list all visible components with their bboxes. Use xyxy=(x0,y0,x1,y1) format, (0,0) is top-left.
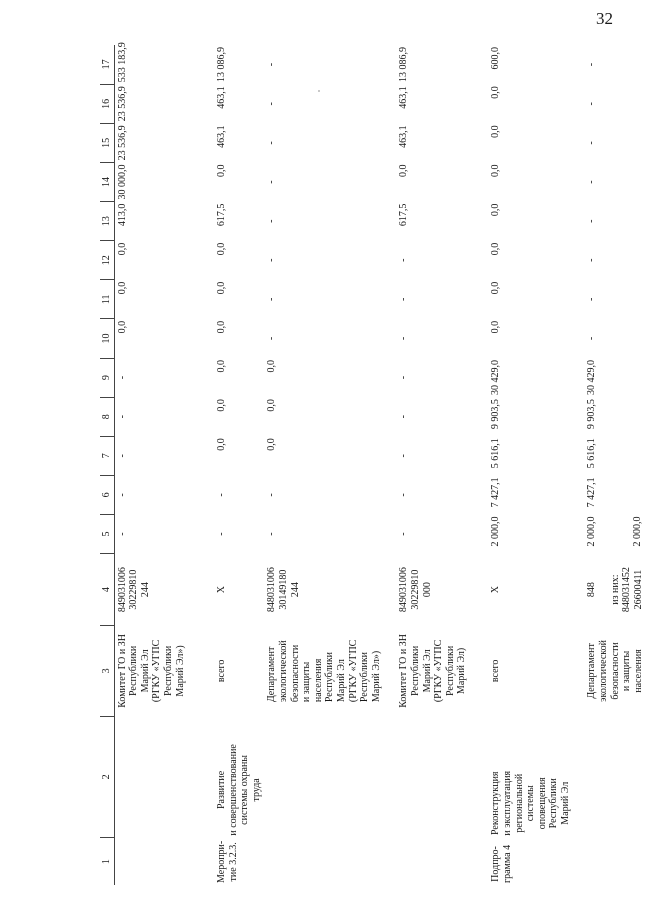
col-header-15: 15 xyxy=(100,123,114,162)
value-cell-col-15 xyxy=(584,123,654,162)
value-text: 600,0 xyxy=(490,47,502,70)
value-cell-col-9 xyxy=(584,358,654,397)
value-text: 30 429,0 xyxy=(490,360,502,396)
executor-cell-line: Марий Эл xyxy=(336,659,348,703)
value-text: - xyxy=(116,454,128,458)
value-text: 617,5 xyxy=(398,203,410,227)
executor-cell-line: населения xyxy=(632,649,644,693)
value-text: 463,1 xyxy=(216,125,228,148)
value-text: - xyxy=(586,102,598,106)
value-text: - xyxy=(398,336,410,341)
value-text: 463,1 xyxy=(398,86,410,109)
value-cell-col-6 xyxy=(114,475,214,514)
event-name-cell xyxy=(488,716,584,837)
value-cell-col-7 xyxy=(114,436,214,475)
executor-cell-line: Марий Эл) xyxy=(456,647,468,695)
value-cell-col-7 xyxy=(264,436,396,475)
budget-code-cell-line: 30229810 xyxy=(128,569,140,610)
col-header-7: 7 xyxy=(100,436,114,475)
executor-cell-line: Республики xyxy=(162,645,174,696)
col-header-14: 14 xyxy=(100,162,114,201)
table-row xyxy=(584,45,654,885)
value-text: - xyxy=(586,258,598,262)
table-row xyxy=(488,45,584,885)
event-name-cell-line: оповещения xyxy=(536,777,548,830)
value-text: 0,0 xyxy=(266,360,278,373)
col-header-4: 4 xyxy=(100,554,114,626)
value-cell-col-12 xyxy=(114,241,214,280)
table-row xyxy=(114,45,214,885)
value-cell-col-5 xyxy=(114,514,214,553)
value-text: 0,0 xyxy=(216,320,228,334)
value-cell-col-12 xyxy=(214,241,264,280)
col-header-16: 16 xyxy=(100,84,114,123)
value-cell-col-10 xyxy=(214,319,264,358)
value-text: - xyxy=(266,532,278,536)
executor-cell-line: безопасности xyxy=(609,642,621,700)
executor-cell-line: Департамент xyxy=(266,646,278,703)
value-text: - xyxy=(398,454,410,458)
budget-code-cell-line: 30229810 xyxy=(410,569,422,610)
budget-code-cell xyxy=(114,554,214,626)
value-cell-col-13 xyxy=(584,202,654,241)
value-cell-col-14 xyxy=(114,162,214,201)
executor-cell-line: безопасности xyxy=(289,644,301,703)
value-text: 9 903,5 xyxy=(490,399,502,430)
value-text: 463,1 xyxy=(216,86,228,109)
value-cell-col-8 xyxy=(488,397,584,436)
executor-cell-line: Республики xyxy=(410,645,422,696)
value-text: 0,0 xyxy=(216,242,228,256)
value-cell-col-17 xyxy=(114,42,214,84)
event-name-cell-line: Марий Эл xyxy=(560,781,572,825)
event-name-cell-line: и совершенствование xyxy=(227,744,239,836)
budget-table-rotated xyxy=(100,42,644,885)
value-cell-col-9 xyxy=(264,358,396,397)
budget-code-cell-line: из них: xyxy=(609,574,621,605)
value-cell-col-12 xyxy=(488,241,584,280)
event-name-cell-line: и эксплуатация xyxy=(502,770,514,836)
event-name-cell-line: Реконструкция xyxy=(490,771,502,836)
value-text: 0,0 xyxy=(266,438,278,451)
value-text: 5 616,1 xyxy=(490,438,502,469)
col-header-11: 11 xyxy=(100,280,114,319)
executor-cell-line: Марий Эл xyxy=(421,649,433,693)
value-cell-col-10 xyxy=(264,319,396,358)
value-text: - xyxy=(586,180,598,184)
budget-code-cell-line: 26600411 xyxy=(632,569,644,610)
value-cell-col-16 xyxy=(114,84,214,123)
value-text: 13 086,9 xyxy=(398,47,410,82)
budget-code-cell-line: 30149180 xyxy=(278,569,290,610)
budget-code-cell-line: 244 xyxy=(139,582,151,598)
value-text: 533 183,9 xyxy=(116,42,128,83)
value-text: 7 427,1 xyxy=(586,477,598,508)
value-cell-col-8 xyxy=(396,397,488,436)
value-cell-col-6 xyxy=(396,475,488,514)
value-text: - xyxy=(266,258,278,262)
executor-cell-line: экологической xyxy=(278,640,290,703)
value-text: 0,0 xyxy=(116,281,128,295)
executor-cell-line: Республики xyxy=(324,651,336,703)
executor-cell xyxy=(488,626,584,717)
budget-code-cell-line: Х xyxy=(490,585,502,594)
value-text: 0,0 xyxy=(490,164,502,177)
value-text: 5 616,1 xyxy=(586,438,598,469)
value-text: 463,1 xyxy=(398,125,410,148)
page-number: 32 xyxy=(596,9,613,28)
value-text: 0,0 xyxy=(216,360,228,373)
value-cell-col-5 xyxy=(264,514,396,553)
value-cell-col-9 xyxy=(488,358,584,397)
value-cell-col-16 xyxy=(214,84,264,123)
budget-code-cell-line xyxy=(598,567,610,612)
value-text: - xyxy=(398,493,410,497)
value-text: - xyxy=(586,62,598,67)
budget-code-cell xyxy=(488,554,584,626)
value-cell-col-11 xyxy=(396,280,488,319)
value-text: - xyxy=(116,532,128,536)
budget-code-cell-line: 849031006 xyxy=(398,567,410,613)
executor-cell-line: экологической xyxy=(598,640,610,702)
value-text: - xyxy=(398,532,410,536)
event-name-cell-line: системы xyxy=(525,785,537,822)
value-text: 0,0 xyxy=(216,281,228,295)
col-header-6: 6 xyxy=(100,475,114,514)
col-header-5: 5 xyxy=(100,514,114,553)
value-text: 2 000,0 xyxy=(586,516,598,547)
event-code-cell-line: Подпро- xyxy=(490,846,502,882)
value-cell-col-14 xyxy=(584,162,654,201)
value-cell-col-10 xyxy=(396,319,488,358)
value-cell-col-8 xyxy=(584,397,654,436)
value-text: - xyxy=(266,493,278,497)
executor-cell-line: (РГКУ «УГПС xyxy=(151,639,163,703)
executor-cell-line: Комитет ГО и ЗН xyxy=(116,634,128,708)
executor-cell xyxy=(264,626,396,717)
value-cell-col-5 xyxy=(396,514,488,553)
value-cell-col-17 xyxy=(584,45,654,84)
value-cell-col-11 xyxy=(114,280,214,319)
col-header-13: 13 xyxy=(100,202,114,241)
event-name-cell xyxy=(584,716,654,837)
value-text: - xyxy=(116,415,128,419)
event-name-cell xyxy=(114,716,214,837)
executor-cell-line: Республики xyxy=(359,651,371,703)
value-cell-col-5 xyxy=(488,514,584,553)
value-text: - xyxy=(398,375,410,380)
value-text: - xyxy=(586,336,598,341)
value-text: - xyxy=(398,297,410,302)
value-text: - xyxy=(586,297,598,302)
value-cell-col-13 xyxy=(114,202,214,241)
value-text: - xyxy=(586,141,598,145)
value-cell-col-16 xyxy=(264,84,396,123)
budget-table xyxy=(100,42,654,885)
executor-cell-line: Республики xyxy=(444,645,456,696)
col-header-9: 9 xyxy=(100,358,114,397)
value-text: 0,0 xyxy=(490,125,502,138)
value-cell-col-6 xyxy=(584,475,654,514)
value-cell-col-11 xyxy=(488,280,584,319)
executor-cell xyxy=(396,626,488,717)
executor-cell xyxy=(214,626,264,717)
event-name-cell-line: региональной xyxy=(513,773,525,833)
executor-cell-line: и защиты xyxy=(301,661,313,703)
value-cell-col-11 xyxy=(264,280,396,319)
value-text: 0,0 xyxy=(490,320,502,334)
value-cell-col-14 xyxy=(214,162,264,201)
value-text: 2 000,0 xyxy=(490,516,502,547)
value-cell-col-14 xyxy=(488,162,584,201)
executor-cell-line: Марий Эл») xyxy=(370,650,382,703)
value-text: - xyxy=(266,102,278,106)
value-cell-col-8 xyxy=(114,397,214,436)
executor-cell-line: всего xyxy=(490,659,502,683)
value-cell-col-15 xyxy=(214,123,264,162)
value-text: - xyxy=(398,415,410,419)
table-row xyxy=(264,45,396,885)
value-cell-col-13 xyxy=(264,202,396,241)
value-text: - xyxy=(266,219,278,223)
executor-cell xyxy=(114,626,214,717)
value-text: 0,0 xyxy=(216,438,228,451)
value-cell-col-12 xyxy=(584,241,654,280)
value-cell-col-13 xyxy=(488,202,584,241)
value-cell-col-7 xyxy=(584,436,654,475)
event-name-cell-line: труда xyxy=(250,778,262,802)
value-cell-col-6 xyxy=(214,475,264,514)
value-text: 0,0 xyxy=(398,164,410,177)
col-header-8: 8 xyxy=(100,397,114,436)
value-cell-col-10 xyxy=(114,319,214,358)
executor-cell-line: Комитет ГО и ЗН xyxy=(398,634,410,708)
value-text: 0,0 xyxy=(490,242,502,256)
col-header-1: 1 xyxy=(101,859,112,865)
event-code-cell-line: грамма 4 xyxy=(502,844,514,883)
value-cell-col-10 xyxy=(584,319,654,358)
value-cell-col-9 xyxy=(114,358,214,397)
budget-code-cell-line: 000 xyxy=(421,582,433,598)
budget-code-cell-line: Х xyxy=(216,585,228,594)
value-text: 413,0 xyxy=(116,203,128,227)
table-row xyxy=(214,45,264,885)
executor-cell-line: (РГКУ «УГПС xyxy=(433,639,445,703)
budget-code-cell-line: 848 xyxy=(586,582,598,598)
event-name-cell-line: Развитие xyxy=(216,770,228,809)
event-name-cell xyxy=(214,716,264,837)
value-cell-col-5 xyxy=(584,514,654,553)
value-text: 0,0 xyxy=(216,399,228,412)
col-header-10: 10 xyxy=(100,319,114,358)
value-text: 0,0 xyxy=(490,281,502,295)
value-text: 0,0 xyxy=(116,320,128,334)
value-text-extra: 2 000,0 xyxy=(632,516,644,547)
value-text: 0,0 xyxy=(490,86,502,99)
value-cell-col-15 xyxy=(396,123,488,162)
col-header-3: 3 xyxy=(100,626,114,717)
value-text: - xyxy=(216,532,228,536)
value-text: 0,0 xyxy=(490,203,502,217)
value-cell-col-11 xyxy=(214,280,264,319)
value-cell-col-17 xyxy=(396,45,488,84)
value-cell-col-11 xyxy=(584,280,654,319)
executor-cell-line: Марий Эл») xyxy=(174,645,186,697)
value-cell-col-15 xyxy=(264,123,396,162)
value-cell-col-16 xyxy=(488,84,584,123)
executor-cell-line: населения xyxy=(312,658,324,703)
value-cell-col-10 xyxy=(488,319,584,358)
col-header-17: 17 xyxy=(100,45,114,84)
executor-cell-line: Республики xyxy=(128,645,140,696)
budget-code-cell xyxy=(214,554,264,626)
value-cell-col-7 xyxy=(396,436,488,475)
value-text: 7 427,1 xyxy=(490,477,502,508)
column-numbers-row xyxy=(100,45,114,885)
executor-cell xyxy=(584,626,654,717)
value-cell-col-5 xyxy=(214,514,264,553)
value-text: 0,0 xyxy=(116,242,128,256)
event-name-cell xyxy=(264,716,396,837)
value-cell-col-13 xyxy=(214,202,264,241)
budget-code-cell xyxy=(584,554,654,626)
table-row xyxy=(396,45,488,885)
value-cell-col-9 xyxy=(214,358,264,397)
value-text: 23 536,9 xyxy=(116,125,128,161)
value-cell-col-17 xyxy=(264,45,396,84)
event-code-cell-line: тие 3.2.3. xyxy=(227,842,239,882)
event-code-cell xyxy=(584,838,654,885)
value-cell-col-13 xyxy=(396,202,488,241)
value-cell-col-14 xyxy=(396,162,488,201)
value-text: - xyxy=(116,493,128,497)
value-cell-col-7 xyxy=(214,436,264,475)
value-cell-col-9 xyxy=(396,358,488,397)
table-body xyxy=(100,42,654,885)
budget-code-cell-line: 244 xyxy=(289,582,301,598)
executor-cell-line: Департамент xyxy=(586,643,598,699)
value-cell-col-7 xyxy=(488,436,584,475)
executor-cell-line: (РГКУ «УГПС xyxy=(347,639,359,703)
event-name-cell xyxy=(396,716,488,837)
col-header-12: 12 xyxy=(100,241,114,280)
value-cell-col-6 xyxy=(264,475,396,514)
event-name-cell-line: Республики xyxy=(548,778,560,829)
value-cell-col-17 xyxy=(214,45,264,84)
value-text: 30 000,0 xyxy=(116,164,128,200)
value-text: 617,5 xyxy=(216,203,228,227)
value-text: 23 536,9 xyxy=(116,86,128,122)
value-text: 13 086,9 xyxy=(216,47,228,82)
event-code-cell xyxy=(264,838,396,885)
value-text: - xyxy=(586,219,598,223)
value-text: 9 903,5 xyxy=(586,399,598,430)
value-cell-col-17 xyxy=(488,45,584,84)
budget-code-cell xyxy=(396,554,488,626)
value-text: 0,0 xyxy=(216,164,228,177)
executor-cell-line: Марий Эл xyxy=(139,649,151,693)
value-text: 0,0 xyxy=(266,399,278,412)
value-text: - xyxy=(266,297,278,302)
budget-code-cell-line: 848031006 xyxy=(266,567,278,613)
budget-code-cell-line: 849031006 xyxy=(116,567,128,613)
value-text: - xyxy=(266,62,278,67)
value-cell-col-8 xyxy=(214,397,264,436)
value-cell-col-12 xyxy=(264,241,396,280)
event-name-cell-line: системы охраны xyxy=(239,754,251,825)
value-text: - xyxy=(116,375,128,380)
value-cell-col-16 xyxy=(584,84,654,123)
value-cell-col-14 xyxy=(264,162,396,201)
event-code-cell xyxy=(114,838,214,885)
value-text: - xyxy=(398,258,410,262)
event-code-cell-line: Меропри- xyxy=(216,840,228,883)
executor-cell-line: всего xyxy=(216,659,228,683)
executor-cell-line: и защиты xyxy=(621,650,633,692)
value-cell-col-6 xyxy=(488,475,584,514)
value-text: - xyxy=(266,141,278,145)
event-code-cell xyxy=(396,838,488,885)
value-cell-col-15 xyxy=(488,123,584,162)
event-code-cell xyxy=(488,838,584,885)
budget-code-cell-line: 848031452 xyxy=(621,567,633,613)
value-text: - xyxy=(266,336,278,341)
value-text: - xyxy=(266,180,278,184)
value-cell-col-16 xyxy=(396,84,488,123)
value-cell-col-8 xyxy=(264,397,396,436)
value-text: 30 429,0 xyxy=(586,360,598,396)
event-code-cell xyxy=(214,838,264,885)
value-cell-col-12 xyxy=(396,241,488,280)
value-text: - xyxy=(216,493,228,497)
budget-code-cell xyxy=(264,554,396,626)
col-header-2: 2 xyxy=(100,716,114,837)
value-cell-col-15 xyxy=(114,123,214,162)
